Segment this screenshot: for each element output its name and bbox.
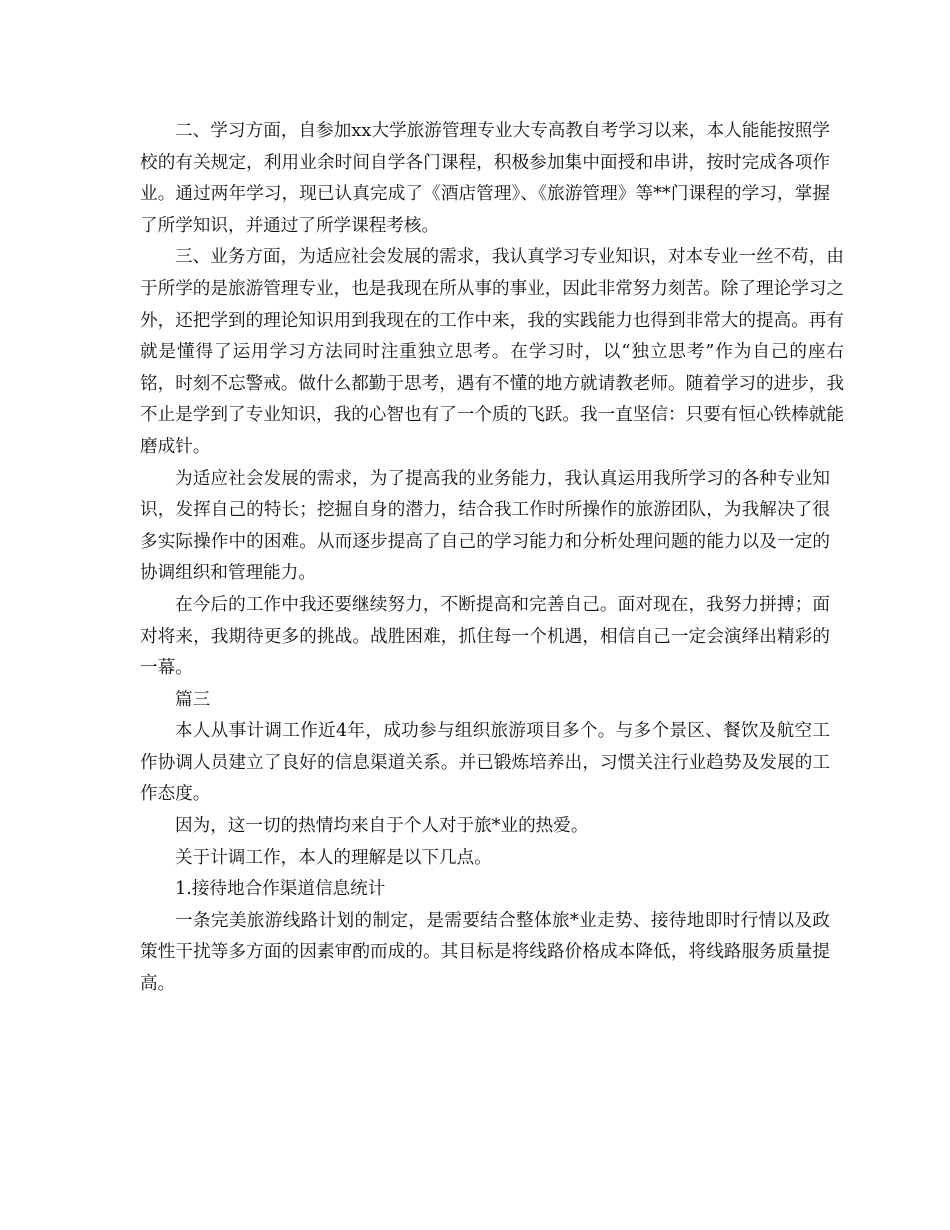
section-heading-part-three: 篇三 bbox=[175, 689, 211, 710]
paragraph-experience: 本人从事计调工作近4年，成功参与组织旅游项目多个。与多个景区、餐饮及航空工作协调人员建立了良好的信息渠道关系。并已锻炼培养出，习惯关注行业趋势及发展的工作态度。 bbox=[140, 721, 830, 805]
list-item-heading-1: 1.接待地合作渠道信息统计 bbox=[175, 879, 386, 900]
paragraph-business: 三、业务方面，为适应社会发展的需求，我认真学习专业知识，对本专业一丝不苟，由于所学的是旅游管理专业，也是我现在所从事的事业，因此非常努力刻苦。除了理论学习之外，还把学到的理论知识用到我现在的工作中来，我的实践能力也得到非常大的提高。再有就是懂得了运用学习方法同时注重独立思考。在学习时，以“独立思考”作为自己的座右铭，时刻不忘警戒。做什么都勤于思考，遇有不懂的地方就请教老师。随着学习的进步，我不止是学到了专业知识，我的心智也有了一个质的飞跃。我一直坚信：只要有恒心铁棒就能磨成针。 bbox=[140, 247, 844, 457]
paragraph-skills: 为适应社会发展的需求，为了提高我的业务能力，我认真运用我所学习的各种专业知识，发挥自己的特长；挖掘自身的潜力，结合我工作时所操作的旅游团队，为我解决了很多实际操作中的困难。从而逐步提高了自己的学习能力和分析处理问题的能力以及一定的协调组织和管理能力。 bbox=[140, 468, 830, 584]
document-page bbox=[140, 116, 844, 1001]
paragraph-study: 二、学习方面，自参加xx大学旅游管理专业大专高教自考学习以来，本人能能按照学校的有关规定，利用业余时间自学各门课程，积极参加集中面授和串讲，按时完成各项作业。通过两年学习，现已认真完成了《酒店管理》、《旅游管理》等**门课程的学习，掌握了所学知识，并通过了所学课程考核。 bbox=[140, 121, 830, 236]
paragraph-passion: 因为，这一切的热情均来自于个人对于旅*业的热爱。 bbox=[175, 816, 589, 837]
paragraph-route-planning: 一条完美旅游线路计划的制定，是需要结合整体旅*业走势、接待地即时行情以及政策性干扰等多方面的因素审酌而成的。其目标是将线路价格成本降低，将线路服务质量提高。 bbox=[140, 910, 830, 995]
paragraph-future: 在今后的工作中我还要继续努力，不断提高和完善自己。面对现在，我努力拼搏；面对将来，我期待更多的挑战。战胜困难，抓住每一个机遇，相信自己一定会演绎出精彩的一幕。 bbox=[140, 594, 830, 679]
paragraph-understanding: 关于计调工作，本人的理解是以下几点。 bbox=[175, 847, 492, 868]
